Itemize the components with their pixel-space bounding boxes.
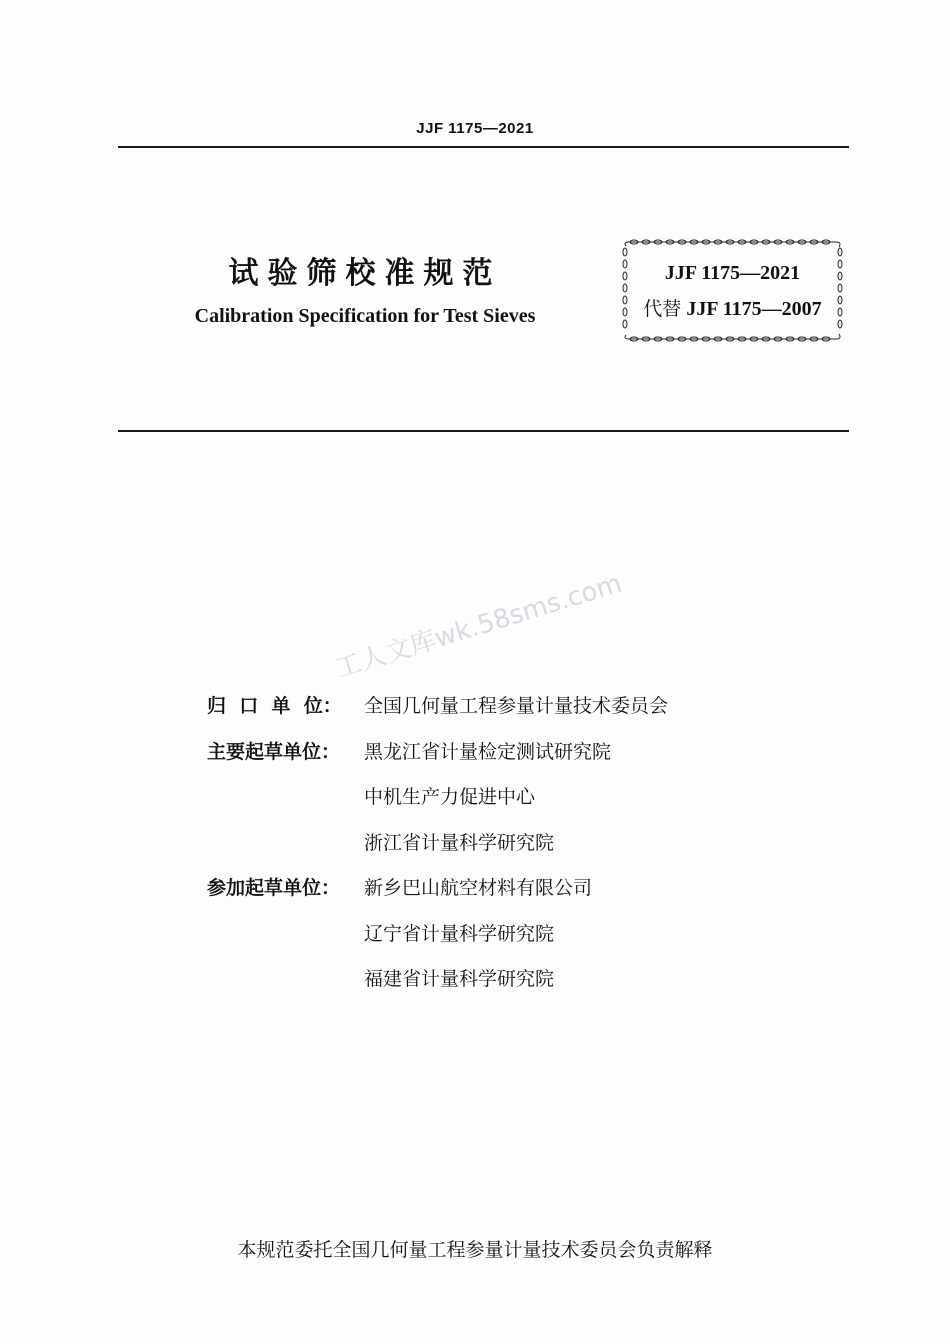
replaced-code-line (620, 294, 845, 321)
organization-name: 福建省计量科学研究院 (364, 968, 555, 990)
title-english: Calibration Specification for Test Sieves (194, 305, 536, 327)
section-rule (118, 430, 849, 432)
footer-note: 本规范委托全国几何量工程参量计量技术委员会负责解释 (237, 1239, 713, 1261)
organization-name: 新乡巴山航空材料有限公司 (364, 877, 593, 899)
organization-role-label: 归 口 单 位： (207, 695, 342, 717)
decorative-border-frame (620, 238, 845, 343)
current-code: JJF 1175—2021 (664, 262, 801, 284)
header-standard-code: JJF 1175—2021 (416, 120, 534, 137)
organization-name: 全国几何量工程参量计量技术委员会 (364, 695, 669, 717)
standard-code-box (620, 238, 845, 343)
organization-name: 辽宁省计量科学研究院 (364, 923, 555, 945)
organization-row (0, 873, 950, 903)
organization-row (0, 782, 950, 812)
replaced-code: JJF 1175—2007 (686, 298, 822, 320)
organization-name: 中机生产力促进中心 (364, 786, 536, 808)
organization-row (0, 737, 950, 767)
organization-row (0, 828, 950, 858)
organization-role-label: 主要起草单位： (207, 741, 341, 763)
organization-row (0, 691, 950, 721)
organization-row (0, 964, 950, 994)
organization-role-label: 参加起草单位： (207, 877, 341, 899)
title-chinese: 试验筛校准规范 (228, 256, 502, 291)
watermark-text: 工人文库wk.58sms.com (331, 568, 626, 685)
organization-name: 浙江省计量科学研究院 (364, 832, 555, 854)
organization-row (0, 919, 950, 949)
replace-prefix: 代替 (643, 298, 682, 320)
organization-name: 黑龙江省计量检定测试研究院 (364, 741, 612, 763)
header-rule (118, 146, 849, 148)
